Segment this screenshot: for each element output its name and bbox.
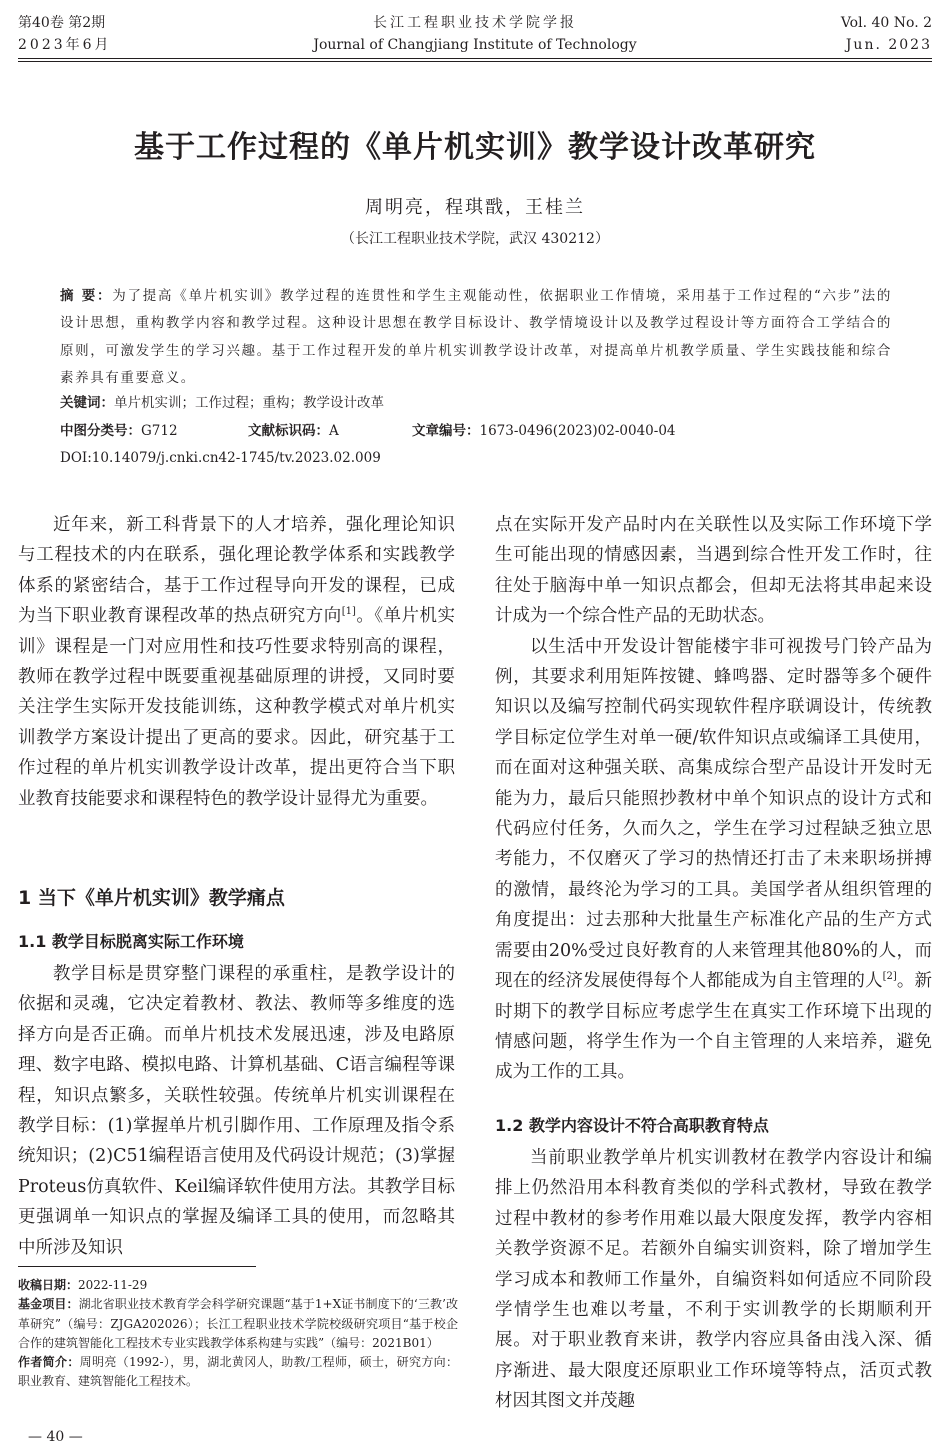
article-number	[412, 420, 676, 442]
received-date: 2022-11-29	[78, 1278, 148, 1292]
footnote-author	[18, 1353, 458, 1392]
section-heading-1-1: 1.1 教学目标脱离实际工作环境	[18, 932, 244, 951]
document-code-value: A	[329, 423, 339, 439]
article-affiliation: （长江工程职业技术学院，武汉 430212）	[341, 231, 609, 247]
received-label: 收稿日期：	[18, 1278, 79, 1292]
section-heading-1-2: 1.2 教学内容设计不符合高职教育特点	[495, 1116, 769, 1135]
article-title: 基于工作过程的《单片机实训》教学设计改革研究	[134, 130, 816, 165]
reference-2: [2]	[882, 971, 897, 983]
fund-text: 湖北省职业技术教育学会科学研究课题“基于1+X证书制度下的‘三教’改革研究”（编号：ZJGA202026）；长江工程职业技术学院校级研究项目“基于校企合作的建筑智能化工程技术专业实践教学体系构建与实践”（编号：2021B01）	[18, 1297, 458, 1350]
intro-paragraph	[18, 510, 455, 814]
left-column-section-1-1	[18, 959, 455, 1263]
keywords-text: 单片机实训；工作过程；重构；教学设计改革	[114, 395, 384, 411]
author-text: 周明亮（1992-），男，湖北黄冈人，助教/工程师，硕士，研究方向：职业教育、建筑智能化工程技术。	[18, 1355, 458, 1389]
right-column-section-1-2	[495, 1143, 932, 1417]
abstract-label: 摘 要：	[60, 288, 113, 304]
header-journal-cn: 长江工程职业技术学院学报	[373, 15, 577, 31]
right-column-a	[495, 510, 932, 1088]
abstract	[60, 283, 892, 393]
document-code-label: 文献标识码：	[248, 423, 329, 439]
header-journal-en: Journal of Changjiang Institute of Technology	[313, 37, 637, 53]
clc-label: 中图分类号：	[60, 423, 141, 439]
fund-label: 基金项目：	[18, 1297, 79, 1312]
header-volume-en: Vol. 40 No. 2	[840, 15, 932, 31]
clc-number	[60, 420, 178, 442]
continued-paragraph: 点在实际开发产品时内在关联性以及实际工作环境下学生可能出现的情感因素，当遇到综合性开发工作时，往往处于脑海中单一知识点都会，但却无法将其串起来设计成为一个综合性产品的无助状态。	[495, 515, 932, 627]
clc-value: G712	[141, 423, 178, 439]
keywords	[60, 392, 384, 414]
footnote	[18, 1276, 458, 1392]
header-date-en: Jun. 2023	[845, 37, 932, 53]
article-number-label: 文章编号：	[412, 423, 480, 439]
footnote-fund	[18, 1295, 458, 1353]
intro-text-b: 。《单片机实训》课程是一门对应用性和技巧性要求特别高的课程，教师在教学过程中既要重视基础原理的讲授，又同时要关注学生实际开发技能训练，这种教学模式对单片机实训教学方案设计提出了更高的要求。因此，研究基于工作过程的单片机实训教学设计改革，提出更符合当下职业教育技能要求和课程特色的教学设计显得尤为重要。	[18, 606, 456, 809]
section-1-1-paragraph: 教学目标是贯穿整门课程的承重柱，是教学设计的依据和灵魂，它决定着教材、教法、教师等多维度的选择方向是否正确。而单片机技术发展迅速，涉及电路原理、数字电路、模拟电路、计算机基础、C语言编程等课程，知识点繁多，关联性较强。传统单片机实训课程在教学目标：(1)掌握单片机引脚作用、工作原理及指令系统知识；(2)C51编程语言使用及代码设计规范；(3)掌握Proteus仿真软件、Keil编译软件使用方法。其教学目标更强调单一知识点的掌握及编译工具的使用，而忽略其中所涉及知识	[18, 964, 455, 1258]
doorbell-text-b: 。新时期下的教学目标应考虑学生在真实工作环境下出现的情感问题，将学生作为一个自主管理的人来培养，避免成为工作的工具。	[495, 971, 933, 1083]
doorbell-example-paragraph	[495, 632, 932, 1088]
section-heading-1: 1 当下《单片机实训》教学痛点	[18, 887, 285, 909]
doi: DOI:10.14079/j.cnki.cn42-1745/tv.2023.02.009	[60, 450, 381, 466]
keywords-label: 关键词：	[60, 395, 114, 411]
reference-1: [1]	[341, 606, 356, 618]
footnote-received	[18, 1276, 458, 1295]
section-1-2-paragraph: 当前职业教学单片机实训教材在教学内容设计和编排上仍然沿用本科教育类似的学科式教材，导致在教学过程中教材的参考作用难以最大限度发挥，教学内容相关教学资源不足。若额外自编实训资料，除了增加学生学习成本和教师工作量外，自编资料如何适应不同阶段学情学生也难以考量，不利于实训教学的长期顺利开展。对于职业教育来讲，教学内容应具备由浅入深、循序渐进、最大限度还原职业工作环境等特点，活页式教材因其图文并茂趣	[495, 1148, 932, 1412]
header-rule-double	[18, 61, 932, 62]
header-volume-cn: 第40卷 第2期	[18, 15, 106, 31]
doorbell-text-a: 以生活中开发设计智能楼宇非可视拨号门铃产品为例，其要求利用矩阵按键、蜂鸣器、定时器等多个硬件知识以及编写控制代码实现软件程序联调设计，传统教学目标定位学生对单一硬/软件知识点或编译工具使用，而在面对这种强关联、高集成综合型产品设计开发时无能为力，最后只能照抄教材中单个知识点的设计方式和代码应付任务，久而久之，学生在学习过程缺乏独立思考能力，不仅磨灭了学习的热情还打击了未来职场拼搏的激情，最终沦为学习的工具。美国学者从组织管理的角度提出：过去那种大批量生产标准化产品的生产方式需要由20%受过良好教育的人来管理其他80%的人，而现在的经济发展使得每个人都能成为自主管理的人	[495, 636, 932, 992]
footnote-rule	[18, 1266, 256, 1267]
intro-text-a: 近年来，新工科背景下的人才培养，强化理论知识与工程技术的内在联系，强化理论教学体系和实践教学体系的紧密结合，基于工作过程导向开发的课程，已成为当下职业教育课程改革的热点研究方向	[18, 515, 455, 627]
left-column-intro	[18, 510, 455, 814]
header-date-cn: 2023年6月	[18, 37, 112, 53]
header-rule	[18, 58, 932, 59]
page-number: — 40 —	[28, 1429, 83, 1445]
abstract-text: 为了提高《单片机实训》教学过程的连贯性和学生主观能动性，依据职业工作情境，采用基于工作过程的“六步”法的设计思想，重构教学内容和教学过程。这种设计思想在教学目标设计、教学情境设计以及教学过程设计等方面符合工学结合的原则，可激发学生的学习兴趣。基于工作过程开发的单片机实训教学设计改革，对提高单片机教学质量、学生实践技能和综合素养具有重要意义。	[60, 288, 892, 387]
author-label: 作者简介：	[18, 1355, 80, 1370]
document-code	[248, 420, 339, 442]
article-authors: 周明亮，程琪戬，王桂兰	[365, 197, 585, 218]
article-number-value: 1673-0496(2023)02-0040-04	[479, 423, 676, 439]
